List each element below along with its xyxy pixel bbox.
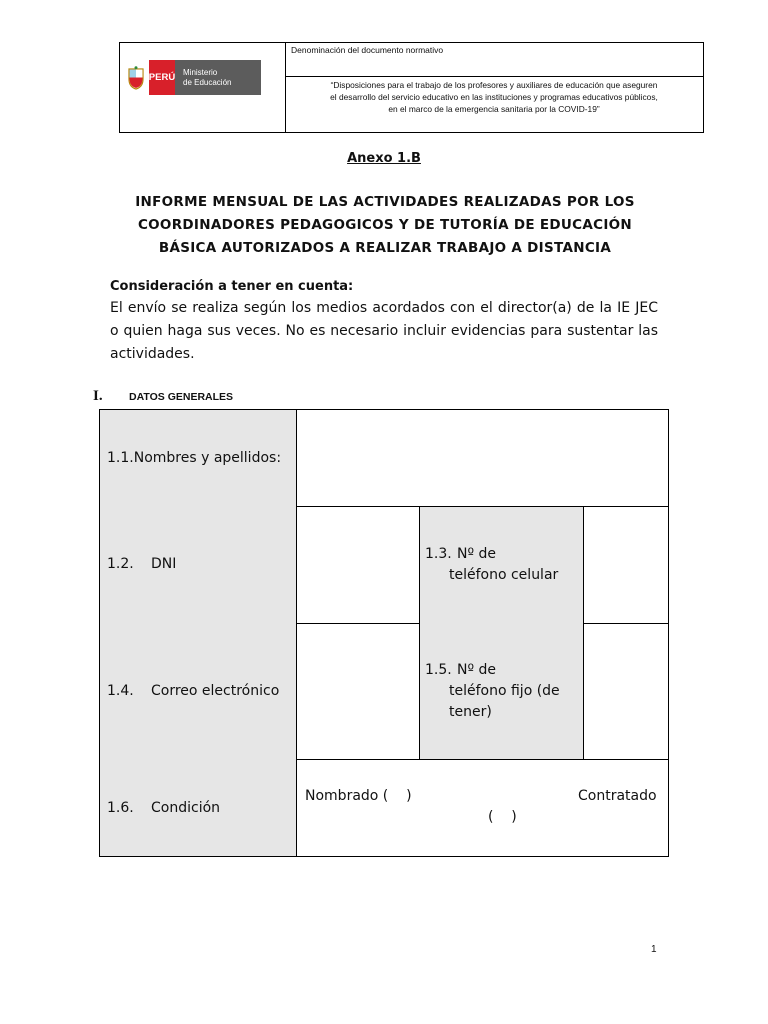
consideration-heading: Consideración a tener en cuenta: <box>110 279 354 294</box>
landline-num: 1.5. <box>425 662 452 678</box>
names-text: Nombres y apellidos: <box>133 450 282 466</box>
minedu-logo <box>127 60 261 95</box>
email-text: Correo electrónico <box>151 683 280 699</box>
header-logo-cell <box>120 43 286 132</box>
section-number: I. <box>93 388 103 404</box>
condition-options-cell <box>296 759 669 857</box>
cell-phone-text-1: Nº de <box>457 546 497 562</box>
page-number: 1 <box>651 944 657 955</box>
dni-num: 1.2. <box>107 556 134 572</box>
condition-option-contratado[interactable]: Contratado <box>578 788 657 804</box>
email-input[interactable] <box>296 623 420 760</box>
dni-label <box>107 554 176 575</box>
label-column-border <box>99 409 297 857</box>
annex-label: Anexo 1.B <box>347 151 421 166</box>
peru-label: PERÚ <box>149 60 175 95</box>
header-title-line-1: “Disposiciones para el trabajo de los profesores y auxiliares de educación que aseguren <box>330 80 658 90</box>
document-header <box>119 42 704 133</box>
cell-phone-input[interactable] <box>583 506 669 624</box>
title-line-3: BÁSICA AUTORIZADOS A REALIZAR TRABAJO A DISTANCIA <box>158 240 612 256</box>
names-input[interactable] <box>296 409 669 507</box>
landline-input[interactable] <box>583 623 669 760</box>
condition-text: Condición <box>151 800 221 816</box>
dni-text: DNI <box>151 556 177 572</box>
ministry-line-1: Ministerio <box>183 67 218 77</box>
header-text-cell <box>285 43 703 132</box>
consideration-body: El envío se realiza según los medios acordados con el director(a) de la IE JEC o quien haga sus veces. No es necesario incluir evidencias para sustentar las actividades. <box>110 300 658 362</box>
names-num: 1.1. <box>107 450 134 466</box>
landline-text-2: teléfono fijo (de <box>449 683 560 699</box>
landline-text-3: tener) <box>449 704 492 720</box>
contratado-checkbox[interactable]: ( ) <box>488 809 517 825</box>
cell-phone-text-2: teléfono celular <box>449 567 559 583</box>
section-heading <box>93 388 233 405</box>
header-title <box>289 79 699 115</box>
section-title: DATOS GENERALES <box>129 391 234 403</box>
header-title-line-3: en el marco de la emergencia sanitaria por la COVID-19” <box>388 104 600 114</box>
condition-num: 1.6. <box>107 800 134 816</box>
landline-label <box>425 660 560 723</box>
ministry-label <box>175 60 261 95</box>
document-title <box>100 191 670 260</box>
header-label: Denominación del documento normativo <box>291 45 444 55</box>
title-line-2: COORDINADORES PEDAGOGICOS Y DE TUTORÍA DE EDUCACIÓN <box>137 217 633 233</box>
condition-label <box>107 798 220 819</box>
dni-input[interactable] <box>296 506 420 624</box>
cell-phone-label <box>425 544 558 586</box>
ministry-line-2: de Educación <box>183 77 232 87</box>
email-label <box>107 681 279 702</box>
names-label <box>107 448 281 469</box>
header-divider <box>285 76 703 77</box>
header-title-line-2: el desarrollo del servicio educativo en las instituciones y programas educativos públicos, <box>330 92 658 102</box>
condition-option-nombrado[interactable]: Nombrado ( ) <box>305 788 412 804</box>
landline-text-1: Nº de <box>457 662 497 678</box>
cell-phone-num: 1.3. <box>425 546 452 562</box>
email-num: 1.4. <box>107 683 134 699</box>
coat-of-arms-icon <box>127 66 145 90</box>
title-line-1: INFORME MENSUAL DE LAS ACTIVIDADES REALIZADAS POR LOS <box>135 194 635 210</box>
